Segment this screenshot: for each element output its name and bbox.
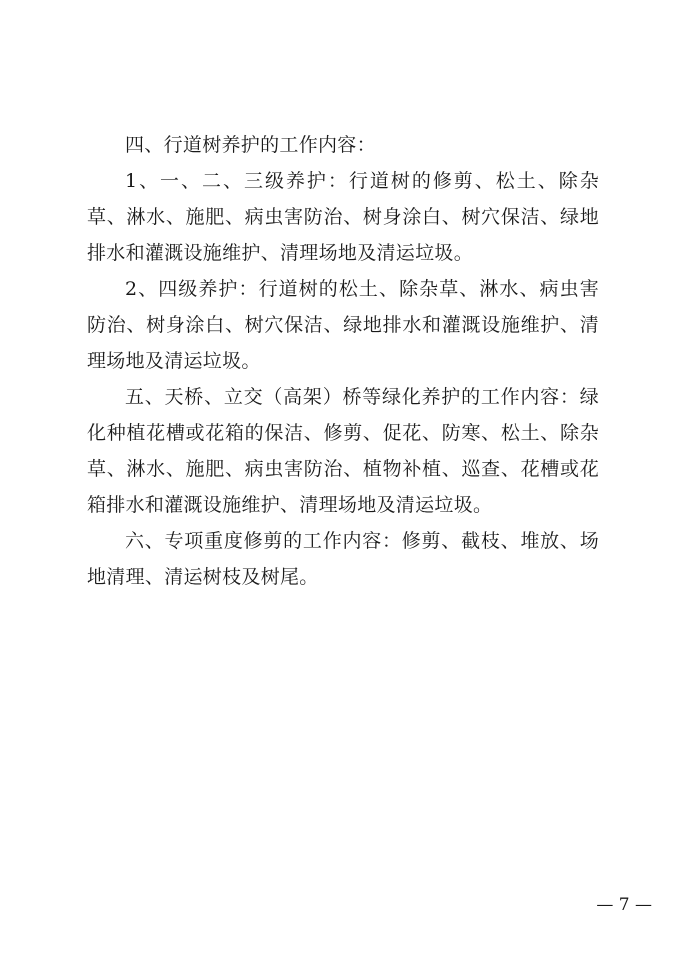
paragraph-section-4-heading: 四、行道树养护的工作内容： [125,134,376,156]
page-number: — 7 — [596,895,652,915]
paragraph-level-1-3-maintenance: 1、一、二、三级养护：行道树的修剪、松土、除杂草、淋水、施肥、病虫害防治、树身涂白、树穴保洁、绿地排水和灌溉设施维护、清理场地及清运垃圾。 [87,170,599,264]
paragraph-section-5-bridge-greening: 五、天桥、立交（高架）桥等绿化养护的工作内容：绿化种植花槽或花箱的保洁、修剪、促花、防寒、松土、除杂草、淋水、施肥、病虫害防治、植物补植、巡查、花槽或花箱排水和灌溉设施维护、清理场地及清运垃圾。 [87,386,599,516]
paragraph-section-6-heavy-pruning: 六、专项重度修剪的工作内容：修剪、截枝、堆放、场地清理、清运树枝及树尾。 [87,530,599,588]
paragraph-level-4-maintenance: 2、四级养护：行道树的松土、除杂草、淋水、病虫害防治、树身涂白、树穴保洁、绿地排水和灌溉设施维护、清理场地及清运垃圾。 [87,278,599,372]
document-body [87,127,599,595]
